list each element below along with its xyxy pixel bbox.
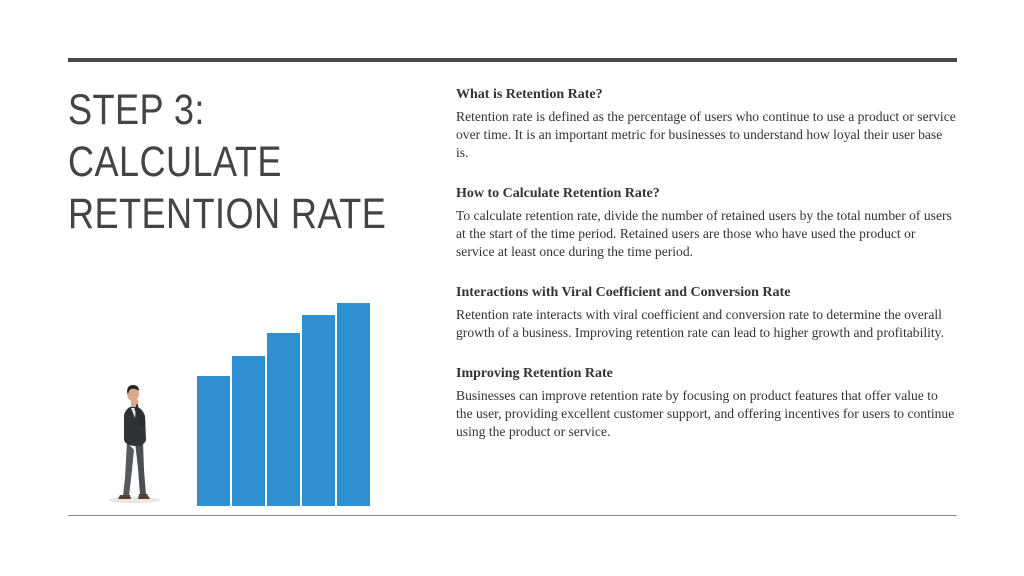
section-improving-retention <box>456 365 956 441</box>
bottom-divider <box>68 515 957 516</box>
growth-bar-5 <box>337 303 370 506</box>
growth-bar-3 <box>267 333 300 506</box>
growth-illustration <box>100 290 390 510</box>
title-line-2: CALCULATE <box>68 138 282 186</box>
section-heading: How to Calculate Retention Rate? <box>456 186 660 201</box>
section-body: To calculate retention rate, divide the number of retained users by the total number of users at the start of the time period. Retained users are those who have used the product or service at least once during the time period. <box>456 208 952 259</box>
businessman-figure <box>118 385 150 499</box>
title-line-1: STEP 3: <box>68 86 205 134</box>
growth-bar-4 <box>302 315 335 506</box>
section-heading: Improving Retention Rate <box>456 366 613 381</box>
section-body: Retention rate is defined as the percentage of users who continue to use a product or service over time. It is an important metric for businesses to understand how loyal their user base is. <box>456 109 956 160</box>
top-divider <box>68 58 957 62</box>
ground-shadow <box>108 497 160 503</box>
content-column <box>456 86 956 464</box>
section-body: Retention rate interacts with viral coefficient and conversion rate to determine the overall growth of a business. Improving retention rate can lead to higher growth and profitability. <box>456 307 944 340</box>
growth-bar-1 <box>197 376 230 506</box>
section-how-to-calculate <box>456 185 956 261</box>
section-body: Businesses can improve retention rate by focusing on product features that offer value to the user, providing excellent customer support, and offering incentives for users to continue using the product or service. <box>456 388 955 439</box>
section-heading: Interactions with Viral Coefficient and Conversion Rate <box>456 285 791 300</box>
section-heading: What is Retention Rate? <box>456 87 603 102</box>
slide-title <box>68 84 387 240</box>
section-what-is-retention-rate <box>456 86 956 162</box>
growth-bars <box>197 303 370 506</box>
growth-bar-2 <box>232 356 265 506</box>
title-line-3: RETENTION RATE <box>68 190 387 238</box>
section-interactions <box>456 284 956 342</box>
